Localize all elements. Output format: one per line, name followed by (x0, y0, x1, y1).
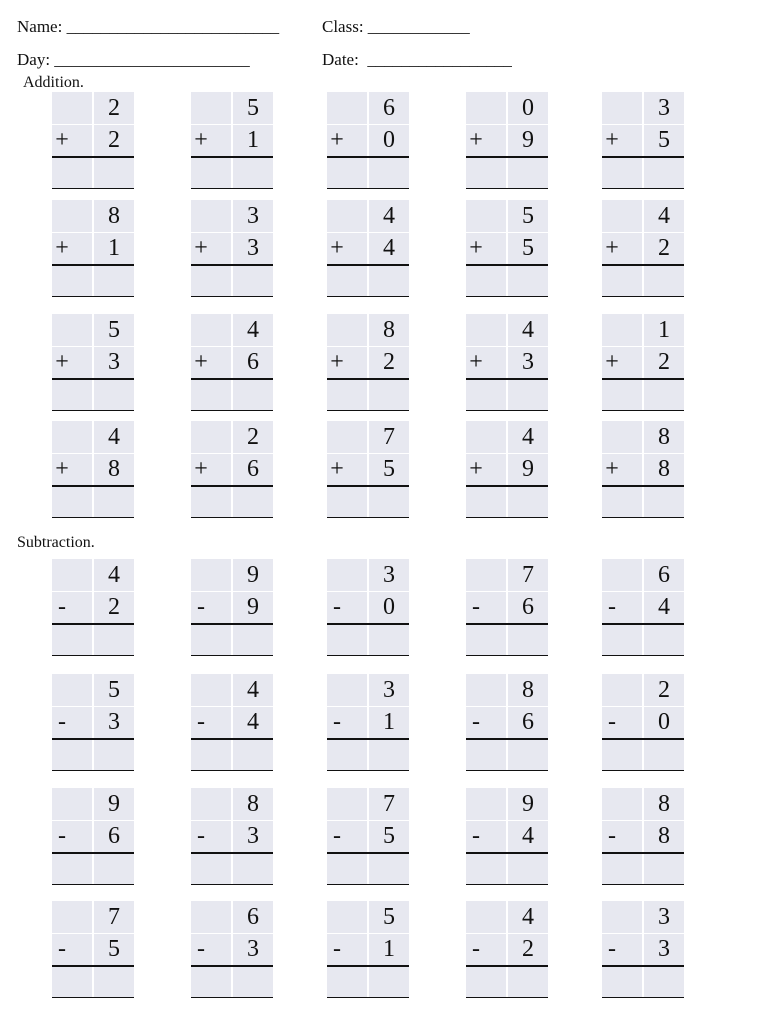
answer-line[interactable] (602, 410, 684, 411)
bottom-number: 6 (522, 709, 534, 735)
bottom-number: 5 (383, 456, 395, 482)
answer-line[interactable] (602, 517, 684, 518)
sum-line (466, 156, 548, 158)
plus-sign: + (55, 349, 69, 375)
cell-divider (466, 346, 548, 347)
answer-line[interactable] (191, 517, 273, 518)
answer-line[interactable] (52, 296, 134, 297)
bottom-number: 9 (522, 127, 534, 153)
cell-divider (191, 706, 273, 707)
name-field[interactable]: Name: _________________________ (17, 17, 280, 36)
addition-problem (602, 92, 684, 189)
plus-sign: + (469, 127, 483, 153)
answer-line[interactable] (52, 517, 134, 518)
answer-line[interactable] (602, 770, 684, 771)
sum-line (327, 852, 409, 854)
subtraction-problem (327, 788, 409, 885)
cell-divider (52, 591, 134, 592)
top-number: 6 (247, 904, 259, 930)
top-number: 5 (383, 904, 395, 930)
bottom-number: 3 (247, 823, 259, 849)
subtraction-problem (466, 559, 548, 656)
sum-line (327, 264, 409, 266)
answer-line[interactable] (466, 884, 548, 885)
plus-sign: + (194, 127, 208, 153)
cell-divider (52, 346, 134, 347)
addition-problem (602, 200, 684, 297)
top-number: 8 (247, 791, 259, 817)
minus-sign: - (58, 594, 66, 620)
answer-line[interactable] (466, 517, 548, 518)
answer-line[interactable] (52, 188, 134, 189)
cell-divider (602, 706, 684, 707)
date-field[interactable]: Date: _________________ (322, 50, 512, 69)
answer-line[interactable] (466, 296, 548, 297)
top-number: 2 (247, 424, 259, 450)
answer-line[interactable] (602, 997, 684, 998)
addition-problem (52, 92, 134, 189)
bottom-number: 6 (247, 349, 259, 375)
sum-line (466, 485, 548, 487)
cell-divider (191, 124, 273, 125)
top-number: 7 (522, 562, 534, 588)
bottom-number: 5 (383, 823, 395, 849)
sum-line (327, 738, 409, 740)
answer-line[interactable] (191, 770, 273, 771)
bottom-number: 3 (658, 936, 670, 962)
subtraction-problem (191, 788, 273, 885)
top-number: 4 (522, 424, 534, 450)
subtraction-problem (327, 901, 409, 998)
bottom-number: 1 (383, 709, 395, 735)
plus-sign: + (605, 349, 619, 375)
answer-line[interactable] (52, 770, 134, 771)
sum-line (191, 378, 273, 380)
bottom-number: 4 (247, 709, 259, 735)
sum-line (602, 852, 684, 854)
cell-divider (466, 453, 548, 454)
bottom-number: 4 (658, 594, 670, 620)
cell-divider (602, 933, 684, 934)
answer-line[interactable] (466, 655, 548, 656)
top-number: 9 (108, 791, 120, 817)
subtraction-problem (191, 674, 273, 771)
sum-line (466, 738, 548, 740)
sum-line (602, 156, 684, 158)
plus-sign: + (194, 235, 208, 261)
top-number: 5 (108, 317, 120, 343)
subtraction-problem (52, 674, 134, 771)
plus-sign: + (605, 456, 619, 482)
answer-line[interactable] (466, 410, 548, 411)
minus-sign: - (608, 823, 616, 849)
answer-line[interactable] (466, 997, 548, 998)
minus-sign: - (58, 823, 66, 849)
cell-divider (327, 706, 409, 707)
cell-divider (602, 820, 684, 821)
top-number: 3 (383, 677, 395, 703)
top-number: 8 (383, 317, 395, 343)
bottom-number: 5 (658, 127, 670, 153)
top-number: 5 (522, 203, 534, 229)
cell-divider (466, 591, 548, 592)
answer-line[interactable] (327, 517, 409, 518)
top-number: 8 (522, 677, 534, 703)
answer-line[interactable] (327, 410, 409, 411)
answer-line[interactable] (52, 655, 134, 656)
cell-divider (191, 591, 273, 592)
addition-problem (327, 421, 409, 518)
answer-line[interactable] (191, 188, 273, 189)
top-number: 4 (522, 317, 534, 343)
minus-sign: - (608, 709, 616, 735)
answer-line[interactable] (466, 188, 548, 189)
sum-line (52, 738, 134, 740)
minus-sign: - (333, 823, 341, 849)
addition-problem (327, 92, 409, 189)
addition-title: Addition. (23, 74, 84, 91)
answer-line[interactable] (191, 997, 273, 998)
subtraction-problem (602, 559, 684, 656)
answer-line[interactable] (52, 410, 134, 411)
addition-problem (602, 314, 684, 411)
plus-sign: + (330, 127, 344, 153)
bottom-number: 8 (658, 823, 670, 849)
answer-line[interactable] (602, 188, 684, 189)
top-number: 3 (658, 904, 670, 930)
cell-divider (327, 232, 409, 233)
subtraction-problem (52, 788, 134, 885)
subtraction-problem (327, 674, 409, 771)
minus-sign: - (197, 594, 205, 620)
cell-divider (52, 453, 134, 454)
bottom-number: 2 (522, 936, 534, 962)
cell-divider (466, 933, 548, 934)
answer-line[interactable] (327, 188, 409, 189)
bottom-number: 1 (108, 235, 120, 261)
sum-line (327, 378, 409, 380)
plus-sign: + (469, 235, 483, 261)
sum-line (602, 378, 684, 380)
cell-divider (602, 232, 684, 233)
bottom-number: 6 (108, 823, 120, 849)
cell-divider (52, 820, 134, 821)
cell-divider (327, 820, 409, 821)
bottom-number: 2 (658, 235, 670, 261)
subtraction-problem (52, 559, 134, 656)
bottom-number: 2 (658, 349, 670, 375)
sum-line (52, 965, 134, 967)
cell-divider (52, 706, 134, 707)
sum-line (191, 852, 273, 854)
cell-divider (602, 124, 684, 125)
bottom-number: 3 (247, 936, 259, 962)
subtraction-problem (466, 674, 548, 771)
sum-line (52, 264, 134, 266)
subtraction-problem (466, 901, 548, 998)
sum-line (327, 156, 409, 158)
plus-sign: + (194, 456, 208, 482)
top-number: 6 (383, 95, 395, 121)
cell-divider (191, 453, 273, 454)
top-number: 3 (247, 203, 259, 229)
bottom-number: 5 (522, 235, 534, 261)
cell-divider (466, 820, 548, 821)
answer-line[interactable] (327, 296, 409, 297)
addition-problem (191, 314, 273, 411)
addition-problem (466, 200, 548, 297)
top-number: 9 (247, 562, 259, 588)
subtraction-problem (191, 901, 273, 998)
answer-line[interactable] (191, 410, 273, 411)
subtraction-problem (602, 674, 684, 771)
top-number: 4 (108, 424, 120, 450)
sum-line (602, 485, 684, 487)
bottom-number: 9 (522, 456, 534, 482)
answer-line[interactable] (327, 884, 409, 885)
minus-sign: - (58, 709, 66, 735)
answer-line[interactable] (327, 997, 409, 998)
subtraction-problem (602, 901, 684, 998)
minus-sign: - (58, 936, 66, 962)
bottom-number: 2 (108, 594, 120, 620)
subtraction-problem (52, 901, 134, 998)
plus-sign: + (55, 235, 69, 261)
top-number: 4 (383, 203, 395, 229)
plus-sign: + (605, 235, 619, 261)
plus-sign: + (469, 456, 483, 482)
subtraction-problem (602, 788, 684, 885)
bottom-number: 3 (108, 349, 120, 375)
addition-problem (191, 92, 273, 189)
answer-line[interactable] (327, 770, 409, 771)
cell-divider (52, 124, 134, 125)
top-number: 4 (247, 317, 259, 343)
top-number: 1 (658, 317, 670, 343)
plus-sign: + (469, 349, 483, 375)
top-number: 2 (658, 677, 670, 703)
answer-line[interactable] (602, 655, 684, 656)
sum-line (191, 965, 273, 967)
minus-sign: - (472, 594, 480, 620)
minus-sign: - (197, 709, 205, 735)
bottom-number: 6 (247, 456, 259, 482)
cell-divider (602, 591, 684, 592)
cell-divider (327, 346, 409, 347)
minus-sign: - (197, 823, 205, 849)
top-number: 8 (658, 791, 670, 817)
bottom-number: 3 (247, 235, 259, 261)
top-number: 3 (383, 562, 395, 588)
minus-sign: - (608, 936, 616, 962)
addition-problem (466, 421, 548, 518)
bottom-number: 5 (108, 936, 120, 962)
plus-sign: + (194, 349, 208, 375)
bottom-number: 2 (108, 127, 120, 153)
bottom-number: 2 (383, 349, 395, 375)
sum-line (191, 156, 273, 158)
bottom-number: 0 (383, 127, 395, 153)
sum-line (191, 738, 273, 740)
bottom-number: 8 (658, 456, 670, 482)
sum-line (52, 156, 134, 158)
top-number: 8 (108, 203, 120, 229)
sum-line (466, 965, 548, 967)
addition-problem (52, 200, 134, 297)
addition-problem (52, 421, 134, 518)
top-number: 3 (658, 95, 670, 121)
sum-line (52, 623, 134, 625)
sum-line (191, 264, 273, 266)
addition-problem (191, 421, 273, 518)
top-number: 4 (108, 562, 120, 588)
cell-divider (466, 706, 548, 707)
sum-line (466, 623, 548, 625)
cell-divider (327, 453, 409, 454)
addition-problem (52, 314, 134, 411)
cell-divider (327, 933, 409, 934)
sum-line (327, 965, 409, 967)
sum-line (52, 485, 134, 487)
answer-line[interactable] (327, 655, 409, 656)
cell-divider (602, 453, 684, 454)
answer-line[interactable] (191, 655, 273, 656)
minus-sign: - (333, 594, 341, 620)
subtraction-problem (466, 788, 548, 885)
subtraction-title: Subtraction. (17, 534, 95, 551)
sum-line (602, 264, 684, 266)
top-number: 7 (108, 904, 120, 930)
bottom-number: 0 (383, 594, 395, 620)
plus-sign: + (55, 456, 69, 482)
top-number: 4 (247, 677, 259, 703)
top-number: 2 (108, 95, 120, 121)
minus-sign: - (608, 594, 616, 620)
class-field[interactable]: Class: ____________ (322, 17, 470, 36)
sum-line (602, 738, 684, 740)
plus-sign: + (330, 456, 344, 482)
top-number: 4 (658, 203, 670, 229)
sum-line (52, 852, 134, 854)
minus-sign: - (333, 709, 341, 735)
cell-divider (52, 933, 134, 934)
subtraction-problem (191, 559, 273, 656)
bottom-number: 8 (108, 456, 120, 482)
sum-line (191, 623, 273, 625)
answer-line[interactable] (602, 296, 684, 297)
addition-problem (327, 314, 409, 411)
cell-divider (327, 124, 409, 125)
cell-divider (602, 346, 684, 347)
top-number: 4 (522, 904, 534, 930)
minus-sign: - (472, 936, 480, 962)
addition-problem (327, 200, 409, 297)
cell-divider (191, 933, 273, 934)
top-number: 8 (658, 424, 670, 450)
answer-line[interactable] (191, 296, 273, 297)
top-number: 0 (522, 95, 534, 121)
cell-divider (191, 820, 273, 821)
subtraction-problem (327, 559, 409, 656)
cell-divider (466, 232, 548, 233)
minus-sign: - (197, 936, 205, 962)
plus-sign: + (330, 349, 344, 375)
cell-divider (327, 591, 409, 592)
bottom-number: 9 (247, 594, 259, 620)
addition-problem (191, 200, 273, 297)
day-field[interactable]: Day: _______________________ (17, 50, 250, 69)
bottom-number: 1 (247, 127, 259, 153)
sum-line (327, 623, 409, 625)
top-number: 7 (383, 424, 395, 450)
answer-line[interactable] (466, 770, 548, 771)
plus-sign: + (605, 127, 619, 153)
cell-divider (466, 124, 548, 125)
plus-sign: + (55, 127, 69, 153)
minus-sign: - (333, 936, 341, 962)
sum-line (466, 378, 548, 380)
bottom-number: 3 (522, 349, 534, 375)
bottom-number: 4 (383, 235, 395, 261)
top-number: 7 (383, 791, 395, 817)
addition-problem (602, 421, 684, 518)
sum-line (191, 485, 273, 487)
minus-sign: - (472, 823, 480, 849)
cell-divider (191, 232, 273, 233)
answer-line[interactable] (191, 884, 273, 885)
answer-line[interactable] (602, 884, 684, 885)
plus-sign: + (330, 235, 344, 261)
sum-line (466, 264, 548, 266)
bottom-number: 1 (383, 936, 395, 962)
sum-line (327, 485, 409, 487)
bottom-number: 4 (522, 823, 534, 849)
answer-line[interactable] (52, 884, 134, 885)
addition-problem (466, 92, 548, 189)
sum-line (602, 965, 684, 967)
sum-line (466, 852, 548, 854)
top-number: 5 (108, 677, 120, 703)
minus-sign: - (472, 709, 480, 735)
cell-divider (52, 232, 134, 233)
addition-problem (466, 314, 548, 411)
top-number: 6 (658, 562, 670, 588)
bottom-number: 3 (108, 709, 120, 735)
sum-line (52, 378, 134, 380)
bottom-number: 0 (658, 709, 670, 735)
bottom-number: 6 (522, 594, 534, 620)
top-number: 9 (522, 791, 534, 817)
sum-line (602, 623, 684, 625)
top-number: 5 (247, 95, 259, 121)
answer-line[interactable] (52, 997, 134, 998)
cell-divider (191, 346, 273, 347)
